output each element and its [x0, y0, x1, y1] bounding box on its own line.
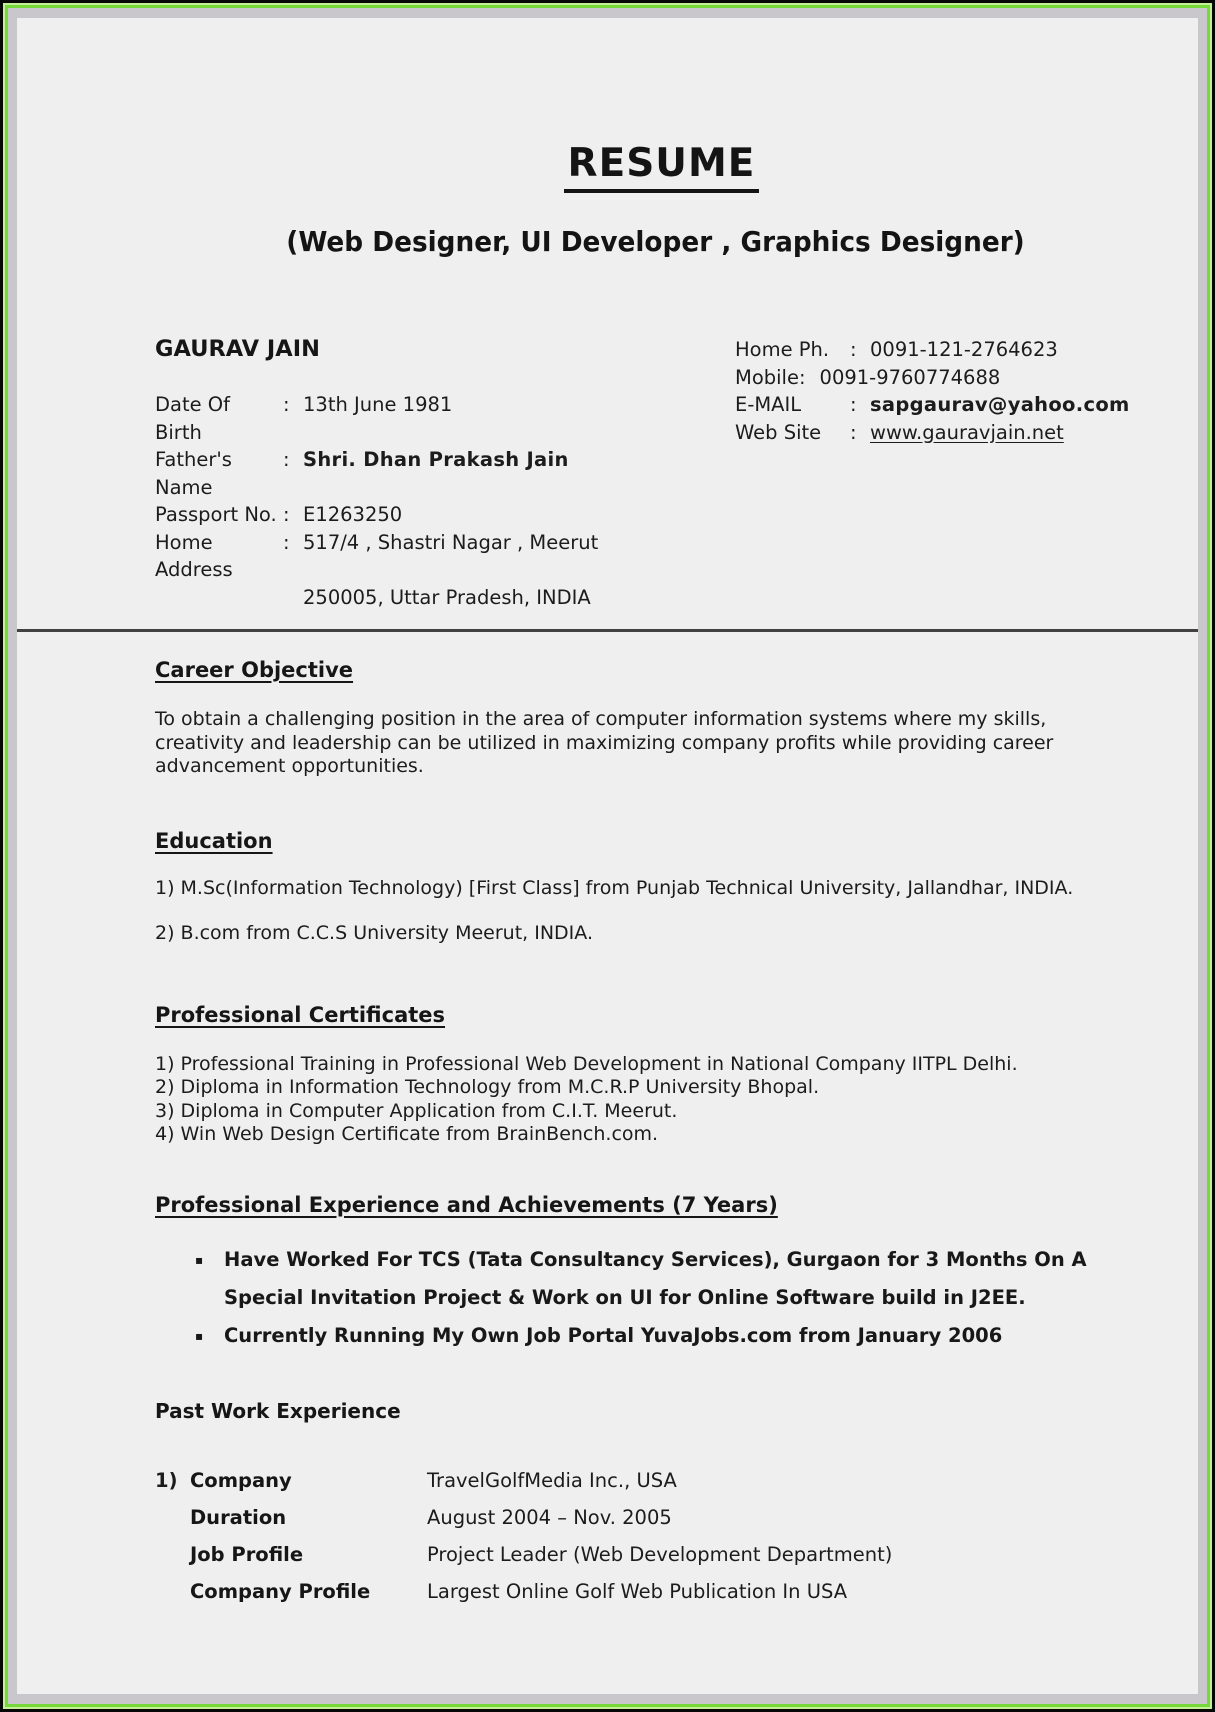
row-value: August 2004 – Nov. 2005: [427, 1505, 672, 1529]
section-experience: [155, 1193, 1140, 1355]
row-label: Company: [190, 1468, 292, 1492]
detail-row-passport: [155, 501, 735, 529]
resume-body: [17, 632, 1198, 1617]
email-value: sapgaurav@yahoo.com: [870, 393, 1130, 416]
career-objective-heading: Career Objective: [155, 658, 354, 682]
detail-row-address-line2: [155, 584, 735, 612]
phone-value: 0091-9760774688: [819, 365, 1001, 389]
row-value: Largest Online Golf Web Publication In USA: [427, 1579, 848, 1603]
page-mat: [8, 8, 1207, 1704]
phone-label: Home Ph.: [735, 338, 830, 361]
experience-bullet-list: [155, 1241, 1140, 1355]
career-objective-text: To obtain a challenging position in the area of computer information systems where my skills, creativity and leadership can be utilized in maximizing company profits while providing career advancement opportunities.: [155, 708, 1054, 777]
row-value: TravelGolfMedia Inc., USA: [427, 1468, 677, 1492]
certificates-list: [155, 1053, 1140, 1147]
detail-colon: :: [283, 393, 290, 416]
title-wrap: [169, 141, 1154, 193]
website-link[interactable]: www.gauravjain.net: [870, 420, 1064, 444]
certificate-item: 4) Win Web Design Certificate from BrainBench.com.: [155, 1123, 659, 1145]
entry-number: [155, 1580, 190, 1617]
contact-left-column: [155, 336, 735, 611]
email-label: E-MAIL: [735, 393, 802, 416]
certificate-item: 1) Professional Training in Professional Web Development in National Company IITPL Delhi.: [155, 1052, 1018, 1075]
detail-value: 250005, Uttar Pradesh, INDIA: [303, 585, 591, 609]
detail-label: Passport No.: [155, 503, 277, 526]
candidate-name: GAURAV JAIN: [155, 336, 320, 362]
section-past-work: [155, 1399, 1140, 1617]
phone-value: 0091-121-2764623: [870, 338, 1058, 361]
phone-label: Mobile:: [735, 365, 806, 389]
row-label: Job Profile: [190, 1542, 304, 1566]
table-row: [155, 1506, 1140, 1543]
detail-label: [155, 584, 283, 612]
detail-colon: :: [283, 448, 290, 471]
detail-value: Shri. Dhan Prakash Jain: [303, 448, 569, 471]
experience-bullet: [155, 1241, 1140, 1317]
entry-number: 1): [155, 1468, 178, 1492]
education-heading: Education: [155, 828, 273, 853]
entry-number: [155, 1543, 190, 1580]
page-subtitle: (Web Designer, UI Developer , Graphics Designer): [286, 225, 1025, 258]
section-career-objective: [155, 658, 1140, 779]
experience-bullet: [155, 1317, 1140, 1355]
website-row: [735, 419, 1140, 447]
contact-right-column: [735, 336, 1140, 611]
section-education: [155, 829, 1140, 947]
certificates-heading: Professional Certificates: [155, 1002, 446, 1027]
detail-colon: :: [283, 503, 290, 526]
past-work-heading: Past Work Experience: [155, 1398, 401, 1423]
experience-bullet-text: Have Worked For TCS (Tata Consultancy Services), Gurgaon for 3 Months On A Special Invitation Project & Work on UI for Online Software build in J2EE.: [224, 1247, 1087, 1309]
table-row: [155, 1469, 1140, 1506]
row-value: Project Leader (Web Development Department): [427, 1542, 893, 1566]
detail-value: 13th June 1981: [303, 393, 453, 416]
phone-row-mobile: [735, 364, 1140, 392]
phone-colon: :: [850, 338, 857, 361]
row-spacer: [155, 364, 735, 392]
certificate-item: 2) Diploma in Information Technology from M.C.R.P University Bhopal.: [155, 1076, 820, 1098]
experience-bullet-text: Currently Running My Own Job Portal YuvaJobs.com from January 2006: [224, 1323, 1003, 1347]
email-row: [735, 391, 1140, 419]
detail-row-address: [155, 529, 735, 584]
detail-label: Home Address: [155, 530, 233, 581]
detail-value: E1263250: [303, 503, 403, 526]
section-certificates: [155, 1003, 1140, 1147]
contact-block: [155, 336, 1140, 611]
past-work-table: [155, 1469, 1140, 1617]
education-item: 2) B.com from C.C.S University Meerut, INDIA.: [155, 921, 593, 944]
detail-label: Date Of Birth: [155, 393, 231, 444]
certificate-item: 3) Diploma in Computer Application from C.I.T. Meerut.: [155, 1099, 678, 1122]
website-label: Web Site: [735, 420, 822, 444]
row-label: Duration: [190, 1505, 287, 1529]
email-colon: :: [850, 393, 857, 416]
bullet-square-icon: ▪: [195, 1328, 204, 1343]
detail-colon: [283, 584, 303, 612]
detail-label: Father's Name: [155, 448, 232, 499]
detail-row-dob: [155, 391, 735, 446]
resume-document: [17, 18, 1198, 1694]
table-row: [155, 1543, 1140, 1580]
table-row: [155, 1580, 1140, 1617]
detail-row-father: [155, 446, 735, 501]
website-colon: :: [850, 420, 857, 444]
bullet-square-icon: ▪: [195, 1252, 204, 1267]
phone-row-home: [735, 336, 1140, 364]
page-title: RESUME: [564, 144, 760, 193]
resume-header: [17, 18, 1198, 611]
detail-colon: :: [283, 530, 290, 554]
experience-heading: Professional Experience and Achievements (7 Years): [155, 1192, 778, 1217]
detail-value: 517/4 , Shastri Nagar , Meerut: [303, 530, 599, 554]
education-item: 1) M.Sc(Information Technology) [First Class] from Punjab Technical University, Jallandhar, INDIA.: [155, 876, 1074, 899]
entry-number: [155, 1506, 190, 1543]
row-label: Company Profile: [190, 1579, 371, 1603]
